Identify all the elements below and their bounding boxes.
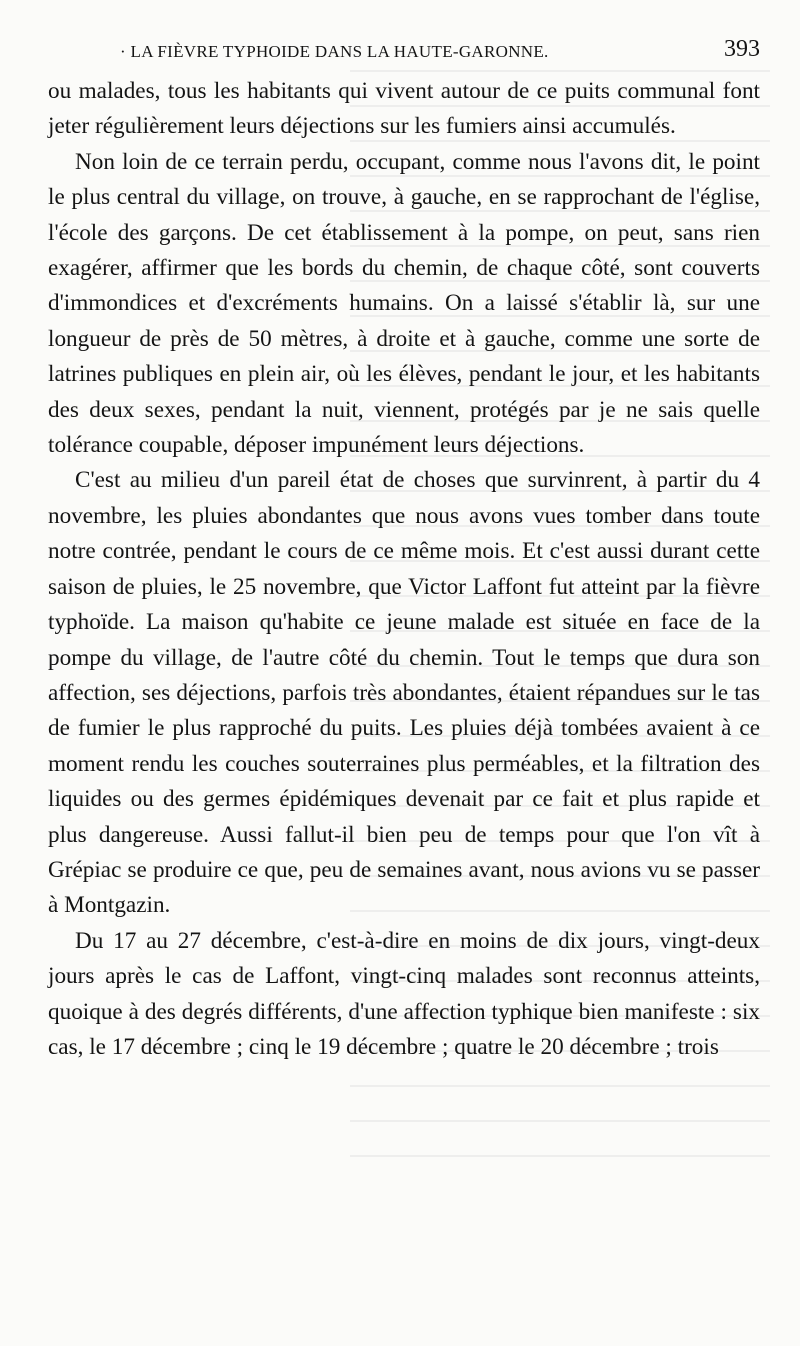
paragraph-rains: C'est au milieu d'un pareil état de choses que survinrent, à partir du 4 novembre, les pluies abondantes que nous avons vues tomber dans toute notre contrée, pendant le cours de ce même mois. Et c'est aussi durant cette saison de pluies, le 25 novembre, que Victor Laffont fut atteint par la fièvre typhoïde. La maison qu'habite ce jeune malade est située en face de la pompe du village, de l'autre côté du chemin. Tout le temps que dura son affection, ses déjections, parfois très abondantes, étaient répandues sur le tas de fumier le plus rapproché du puits. Les pluies déjà tombées avaient à ce moment rendu les couches souterraines plus perméables, et la filtration des liquides ou des germes épidémiques devenait par ce fait et plus rapide et plus dangereuse. Aussi fallut-il bien peu de temps pour que l'on vît à Grépiac se produire ce que, peu de semaines avant, nous avions vu se passer à Montgazin. <box>48 467 760 919</box>
page-number: 393 <box>724 36 760 62</box>
running-header <box>48 36 760 70</box>
paragraph-school: Non loin de ce terrain perdu, occupant, comme nous l'avons dit, le point le plus central du village, on trouve, à gauche, en se rapprochant de l'église, l'école des garçons. De cet établissement à la pompe, on peut, sans rien exagérer, affirmer que les bords du chemin, de chaque côté, sont couverts d'immondices et d'excréments humains. On a laissé s'établir là, sur une longueur de près de 50 mètres, à droite et à gauche, comme une sorte de latrines publiques en plein air, où les élèves, pendant le jour, et les habitants des deux sexes, pendant la nuit, viennent, protégés par je ne sais quelle tolérance coupable, déposer impunément leurs déjections. <box>48 148 760 459</box>
paragraph-december-cases: Du 17 au 27 décembre, c'est-à-dire en moins de dix jours, vingt-deux jours après le cas de Laffont, vingt-cinq malades sont reconnus atteints, quoique à des degrés différents, d'une affection typhique bien manifeste : six cas, le 17 décembre ; cinq le 19 décembre ; quatre le 20 décembre ; trois <box>48 927 760 1060</box>
running-title: · LA FIÈVRE TYPHOIDE DANS LA HAUTE-GARONNE. <box>120 42 549 61</box>
paragraph-continued: ou malades, tous les habitants qui vivent autour de ce puits communal font jeter régulièrement leurs déjections sur les fumiers ainsi accumulés. <box>48 78 760 140</box>
body-text <box>48 74 760 1065</box>
